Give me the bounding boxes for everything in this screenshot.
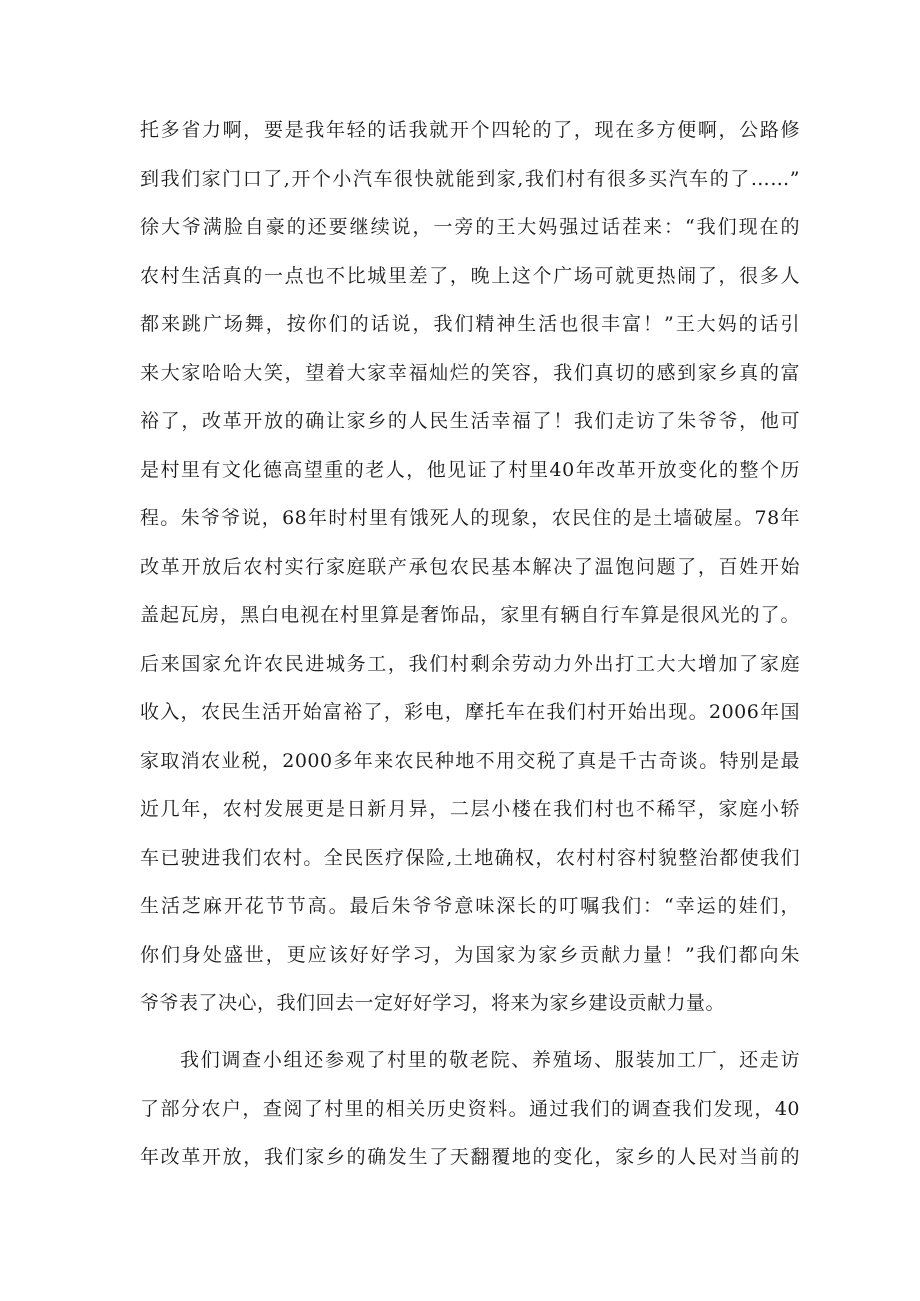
- text-line: 年改革开放，我们家乡的确发生了天翻覆地的变化，家乡的人民对当前的: [140, 1146, 800, 1168]
- text-line: 程。朱爷爷说，68年时村里有饿死人的现象，农民住的是土墙破屋。78年: [140, 507, 800, 529]
- text-line: 你们身处盛世，更应该好好学习，为国家为家乡贡献力量！”我们都向朱: [140, 944, 800, 966]
- text-line: 家取消农业税，2000多年来农民种地不用交税了真是千古奇谈。特别是最: [140, 750, 800, 772]
- text-line: 徐大爷满脸自豪的还要继续说，一旁的王大妈强过话茬来：“我们现在的: [140, 216, 800, 238]
- text-line: 后来国家允许农民进城务工，我们村剩余劳动力外出打工大大增加了家庭: [140, 653, 800, 675]
- text-line: 近几年，农村发展更是日新月异，二层小楼在我们村也不稀罕，家庭小轿: [140, 798, 800, 820]
- text-line: 车已驶进我们农村。全民医疗保险,土地确权，农村村容村貌整治都使我们: [140, 847, 800, 869]
- text-line: 都来跳广场舞，按你们的话说，我们精神生活也很丰富！”王大妈的话引: [140, 313, 800, 335]
- text-line: 了部分农户，查阅了村里的相关历史资料。通过我们的调查我们发现，40: [140, 1098, 800, 1120]
- text-line: 生活芝麻开花节节高。最后朱爷爷意味深长的叮嘱我们：“幸运的娃们，: [140, 895, 800, 917]
- text-line: 爷爷表了决心，我们回去一定好好学习，将来为家乡建设贡献力量。: [140, 992, 726, 1014]
- text-line: 农村生活真的一点也不比城里差了，晚上这个广场可就更热闹了，很多人: [140, 265, 800, 287]
- text-line: 来大家哈哈大笑，望着大家幸福灿烂的笑容，我们真切的感到家乡真的富: [140, 362, 800, 384]
- text-line: 收入，农民生活开始富裕了，彩电，摩托车在我们村开始出现。2006年国: [140, 701, 800, 723]
- text-line: 改革开放后农村实行家庭联产承包农民基本解决了温饱问题了，百姓开始: [140, 556, 800, 578]
- text-line: 到我们家门口了,开个小汽车很快就能到家,我们村有很多买汽车的了……”: [140, 168, 800, 190]
- text-line: 裕了，改革开放的确让家乡的人民生活幸福了！我们走访了朱爷爷，他可: [140, 410, 800, 432]
- text-line: 盖起瓦房，黑白电视在村里算是奢饰品，家里有辆自行车算是很风光的了。: [140, 604, 800, 626]
- text-line: 托多省力啊，要是我年轻的话我就开个四轮的了，现在多方便啊，公路修: [140, 119, 800, 141]
- text-line: 我们调查小组还参观了村里的敬老院、养殖场、服装加工厂，还走访: [180, 1049, 800, 1071]
- text-line: 是村里有文化德高望重的老人，他见证了村里40年改革开放变化的整个历: [140, 459, 800, 481]
